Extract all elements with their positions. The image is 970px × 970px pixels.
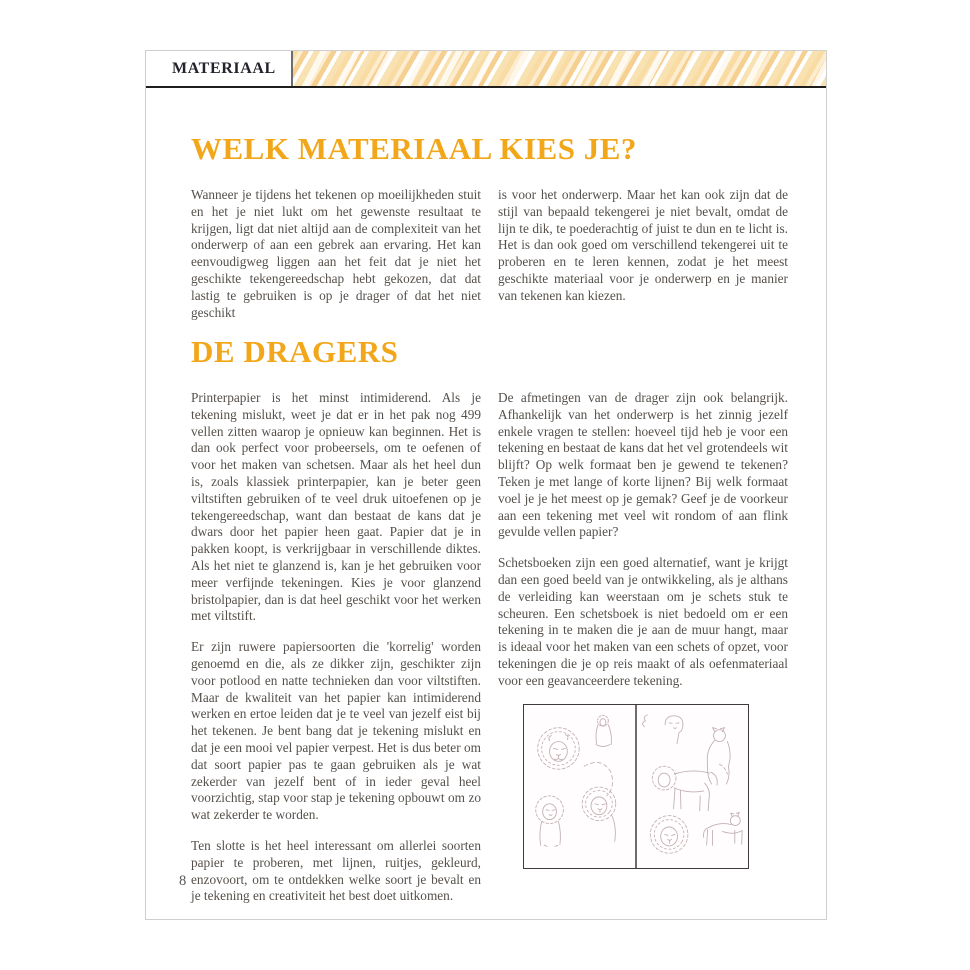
lion-sketch-drawing [524, 705, 748, 868]
chapter-tab-label: MATERIAAL [172, 59, 276, 77]
paragraph: Printerpapier is het minst intimiderend. Als je tekening mislukt, weet je dat er in het pak nog 499 vellen zitten waarop je opnieuw kan beginnen. Het is dan ook perfect voor probeersels, om te oefenen of voor het maken van schetsen. Maar als het heel dun is, zoals klassiek printerpapier, kan je beter geen viltstiften gebruiken of te veel druk uitoefenen op je tekengereedschap, want dan bestaat de kans dat je dwars door het papier heen gaat. Papier dat je in pakken koopt, is verkrijgbaar in verschillende diktes. Als het niet te glanzend is, kan je het gebruiken voor meer verfijnde tekeningen. Kies je voor glanzend bristolpapier, dan is dat heel geschikt voor het werken met viltstift. [191, 390, 481, 624]
section-heading-welk-materiaal: WELK MATERIAAL KIES JE? [191, 131, 637, 166]
section2-columns [191, 390, 791, 919]
paragraph: Ten slotte is het heel interessant om allerlei soorten papier te proberen, met lijnen, ruitjes, gekleurd, enzovoort, om te ontdekken welke soort je bevalt en je tekening en creativiteit het best doet uitkomen. [191, 837, 481, 904]
page-number: 8 [179, 873, 187, 889]
section1-right-column [498, 187, 788, 335]
section1-left-column [191, 187, 481, 335]
paragraph: is voor het onderwerp. Maar het kan ook zijn dat de stijl van bepaald tekengerei je niet bevalt, omdat de lijn te dik, te poederachtig of juist te dun en te licht is. Het is dan ook goed om verschillend tekengerei uit te proberen en te leren kennen, zodat je het meest geschikte materiaal voor je onderwerp en je manier van tekenen kan kiezen. [498, 187, 788, 303]
crayon-stripe-band [293, 51, 826, 86]
book-page [145, 50, 827, 920]
chapter-tab [146, 51, 293, 86]
paragraph: Er zijn ruwere papiersoorten die 'korrelig' worden genoemd en die, als ze dikker zijn, geschikter zijn voor potlood en natte technieken dan voor viltstiften. Maar de kwaliteit van het papier kan intimiderend werken en ertoe leiden dat je te veel van jezelf eist bij het tekenen. Je bent bang dat je tekening mislukt en dat je een mooi vel papier verpest. Het is dus beter om dat soort papier pas te gaan gebruiken als je wat zekerder van jezelf bent of in ieder geval heel voorzichtig, stap voor stap je tekening opbouwt om zo wat zekerder te worden. [191, 639, 481, 823]
paragraph: Schetsboeken zijn een goed alternatief, want je krijgt dan een goed beeld van je ontwikkeling, als je althans de verleiding kan weerstaan om je schets stuk te scheuren. Een schetsboek is niet bedoeld om er een tekening in te maken die je aan de muur hangt, maar is ideaal voor het maken van een schets of opzet, voor tekeningen die je op reis maakt of als oefenmateriaal voor een geavanceerdere tekening. [498, 555, 788, 688]
chapter-header [146, 51, 826, 88]
section2-left-column [191, 390, 481, 919]
paragraph: De afmetingen van de drager zijn ook belangrijk. Afhankelijk van het onderwerp is het zinnig jezelf enkele vragen te stellen: hoeveel tijd heb je voor een tekening en bestaat de kans dat het vel grotendeels wit blijft? Op welk formaat ben je gewend te tekenen? Teken je met lange of korte lijnen? Bij welk formaat voel je je het meest op je gemak? Geef je de voorkeur aan een tekening met veel wit rondom of aan flink gevulde vellen papier? [498, 390, 788, 540]
section1-columns [191, 187, 791, 335]
section2-right-column [498, 390, 788, 919]
paragraph: Wanneer je tijdens het tekenen op moeilijkheden stuit en het je niet lukt om het gewenste resultaat te krijgen, ligt dat niet altijd aan de complexiteit van het onderwerp of aan een gebrek aan ervaring. Het kan eenvoudigweg liggen aan het feit dat je niet het geschikte tekengereedschap hebt gekozen, dat dat lastig te gebruiken is op je drager of dat het niet geschikt [191, 187, 481, 320]
section-heading-de-dragers: DE DRAGERS [191, 334, 399, 369]
lion-sketches-figure [523, 704, 749, 869]
